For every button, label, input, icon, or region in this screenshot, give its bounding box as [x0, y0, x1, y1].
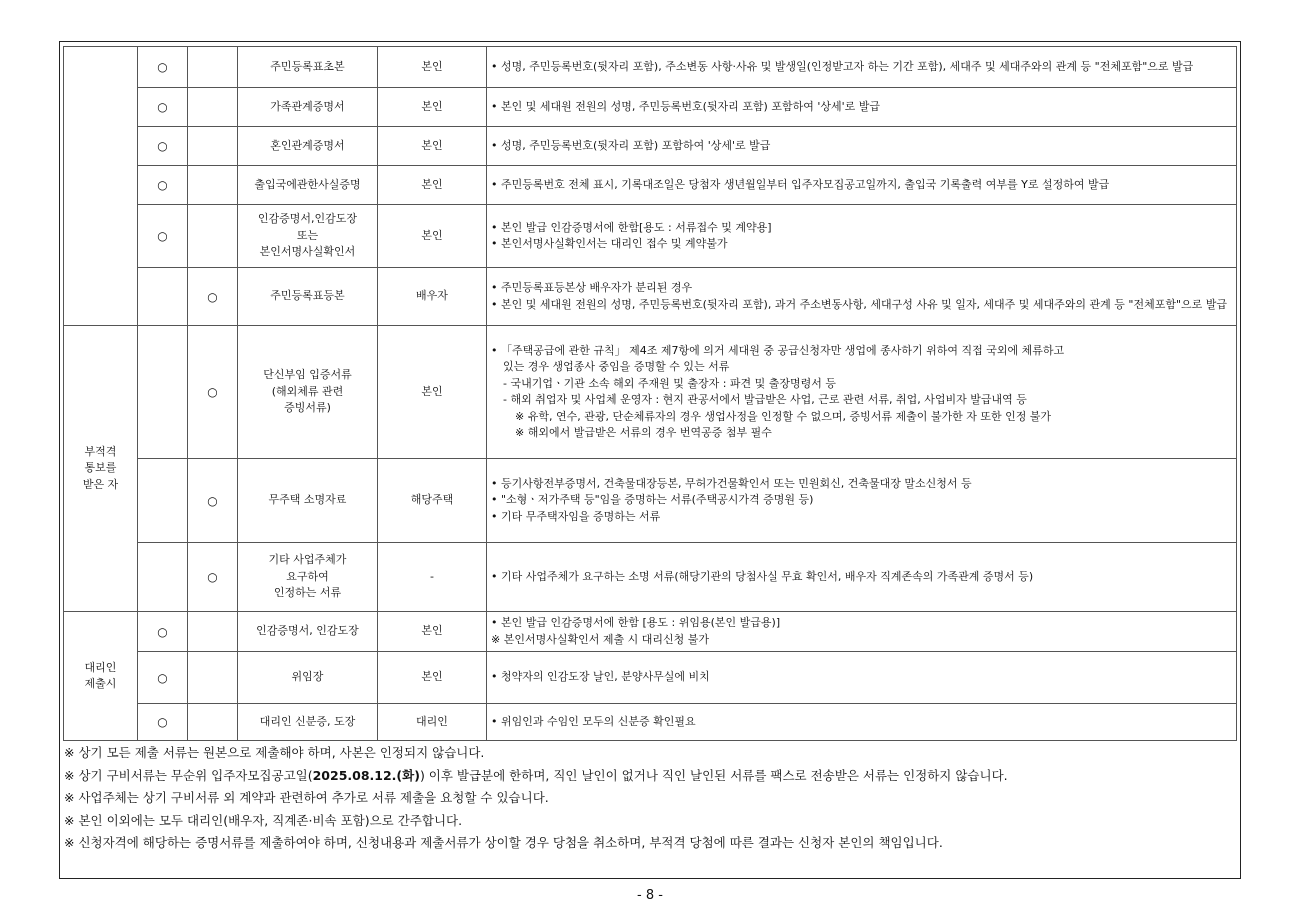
table-row [64, 652, 1237, 704]
note-original-docs: ※ 상기 모든 제출 서류는 원본으로 제출해야 하며, 사본은 인정되지 않습니다. [64, 745, 485, 760]
conditional-mark: ○ [188, 543, 238, 612]
issuer: 본인 [378, 47, 487, 88]
table-row [64, 205, 1237, 268]
document-frame [59, 41, 1241, 879]
notes-section [64, 742, 1234, 855]
document-name: 위임장 [238, 652, 378, 704]
issuer: 본인 [378, 612, 487, 652]
required-mark [138, 326, 188, 459]
description: • 청약자의 인감도장 날인, 분양사무실에 비치 [487, 652, 1237, 704]
category-label-proxy: 대리인 제출시 [64, 612, 138, 741]
description: • 기타 사업주체가 요구하는 소명 서류(해당기관의 당첨사실 무효 확인서, 배우자 직계존속의 가족관계 증명서 등) [487, 543, 1237, 612]
category-cell-blank [64, 47, 138, 326]
description: • 성명, 주민등록번호(뒷자리 포함), 주소변동 사항·사유 및 발생일(인정받고자 하는 기간 포함), 세대주 및 세대주와의 관계 등 "전체포함"으로 발급 [487, 47, 1237, 88]
conditional-mark [188, 612, 238, 652]
document-name: 인감증명서, 인감도장 [238, 612, 378, 652]
document-name: 무주택 소명자료 [238, 459, 378, 543]
category-label-disqualified: 부적격 통보를 받은 자 [64, 326, 138, 612]
table-row [64, 127, 1237, 166]
conditional-mark [188, 205, 238, 268]
table-row [64, 166, 1237, 205]
issuer: 본인 [378, 166, 487, 205]
required-mark [138, 268, 188, 326]
table-row [64, 543, 1237, 612]
document-name: 단신부임 입증서류 (해외체류 관련 증빙서류) [238, 326, 378, 459]
conditional-mark: ○ [188, 326, 238, 459]
conditional-mark [188, 166, 238, 205]
note-responsibility: ※ 신청자격에 해당하는 증명서류를 제출하여야 하며, 신청내용과 제출서류가 상이할 경우 당첨을 취소하며, 부적격 당첨에 따른 결과는 신청자 본인의 책임입니다. [64, 835, 943, 850]
table-row [64, 704, 1237, 741]
description: • 「주택공급에 관한 규칙」 제4조 제7항에 의거 세대원 중 공급신청자만 생업에 종사하기 위하여 직접 국외에 체류하고 있는 경우 생업종사 중임을 증명할 수 있는 서류 - 국내기업ㆍ기관 소속 해외 주재원 및 출장자 : 파견 및 출장명령서 등 - 해외 취업자 및 사업체 운영자 : 현지 관공서에서 발급받은 사업, 근로 관련 서류, 취업, 사업비자 발급내역 등 ※ 유학, 연수, 관광, 단순체류자의 경우 생업사정을 인정할 수 없으며, 증빙서류 제출이 불가한 자 또한 인정 불가 ※ 해외에서 발급받은 서류의 경우 번역공증 첨부 필수 [487, 326, 1237, 459]
description: • 등기사항전부증명서, 건축물대장등본, 무허가건물확인서 또는 민원회신, 건축물대장 말소신청서 등 • "소형ㆍ저가주택 등"임을 증명하는 서류(주택공시가격 증명원 등) • 기타 무주택자임을 증명하는 서류 [487, 459, 1237, 543]
issuer: 해당주택 [378, 459, 487, 543]
document-name: 인감증명서,인감도장 또는 본인서명사실확인서 [238, 205, 378, 268]
note-issue-date: ※ 상기 구비서류는 무순위 입주자모집공고일(2025.08.12.(화)) 이후 발급분에 한하며, 직인 날인이 없거나 직인 날인된 서류를 팩스로 전송받은 서류는 인정하지 않습니다. [64, 767, 1008, 783]
required-mark [138, 459, 188, 543]
table-row [64, 326, 1237, 459]
conditional-mark [188, 127, 238, 166]
table-row [64, 88, 1237, 127]
required-mark: ○ [138, 612, 188, 652]
issuer: 본인 [378, 652, 487, 704]
issuer: 본인 [378, 326, 487, 459]
document-name: 출입국에관한사실증명 [238, 166, 378, 205]
description: • 주민등록표등본상 배우자가 분리된 경우 • 본인 및 세대원 전원의 성명, 주민등록번호(뒷자리 포함), 과거 주소변동사항, 세대구성 사유 및 일자, 세대주 및 세대주와의 관계 등 "전체포함"으로 발급 [487, 268, 1237, 326]
description: • 본인 발급 인감증명서에 한함[용도 : 서류접수 및 계약용] • 본인서명사실확인서는 대리인 접수 및 계약불가 [487, 205, 1237, 268]
table-row [64, 459, 1237, 543]
required-mark: ○ [138, 127, 188, 166]
note-proxy: ※ 본인 이외에는 모두 대리인(배우자, 직계존·비속 포함)으로 간주합니다. [64, 812, 463, 828]
conditional-mark: ○ [188, 268, 238, 326]
required-mark: ○ [138, 652, 188, 704]
required-mark: ○ [138, 205, 188, 268]
issuer: 본인 [378, 127, 487, 166]
required-documents-table [63, 46, 1237, 741]
table-row [64, 612, 1237, 652]
note-additional-docs: ※ 사업주체는 상기 구비서류 외 계약과 관련하여 추가로 서류 제출을 요청할 수 있습니다. [64, 790, 549, 805]
description: • 성명, 주민등록번호(뒷자리 포함) 포함하여 '상세'로 발급 [487, 127, 1237, 166]
issuer: 본인 [378, 88, 487, 127]
document-name: 혼인관계증명서 [238, 127, 378, 166]
conditional-mark [188, 47, 238, 88]
issuer: - [378, 543, 487, 612]
description: • 본인 발급 인감증명서에 한함 [용도 : 위임용(본인 발급용)] ※ 본인서명사실확인서 제출 시 대리신청 불가 [487, 612, 1237, 652]
issuer: 배우자 [378, 268, 487, 326]
conditional-mark [188, 704, 238, 741]
required-mark: ○ [138, 166, 188, 205]
required-mark: ○ [138, 47, 188, 88]
required-mark: ○ [138, 88, 188, 127]
description: • 주민등록번호 전체 표시, 기록대조일은 당첨자 생년월일부터 입주자모집공고일까지, 출입국 기록출력 여부를 Y로 설정하여 발급 [487, 166, 1237, 205]
table-row [64, 268, 1237, 326]
document-name: 주민등록표초본 [238, 47, 378, 88]
issuer: 대리인 [378, 704, 487, 741]
page-number: - 8 - [637, 888, 663, 903]
required-mark [138, 543, 188, 612]
document-name: 대리인 신분증, 도장 [238, 704, 378, 741]
table-row [64, 47, 1237, 88]
issuer: 본인 [378, 205, 487, 268]
conditional-mark [188, 652, 238, 704]
description: • 위임인과 수임인 모두의 신분증 확인필요 [487, 704, 1237, 741]
document-name: 주민등록표등본 [238, 268, 378, 326]
conditional-mark: ○ [188, 459, 238, 543]
required-mark: ○ [138, 704, 188, 741]
description: • 본인 및 세대원 전원의 성명, 주민등록번호(뒷자리 포함) 포함하여 '상세'로 발급 [487, 88, 1237, 127]
document-name: 가족관계증명서 [238, 88, 378, 127]
announcement-date: 2025.08.12.(화) [312, 767, 420, 783]
conditional-mark [188, 88, 238, 127]
document-name: 기타 사업주체가 요구하여 인정하는 서류 [238, 543, 378, 612]
